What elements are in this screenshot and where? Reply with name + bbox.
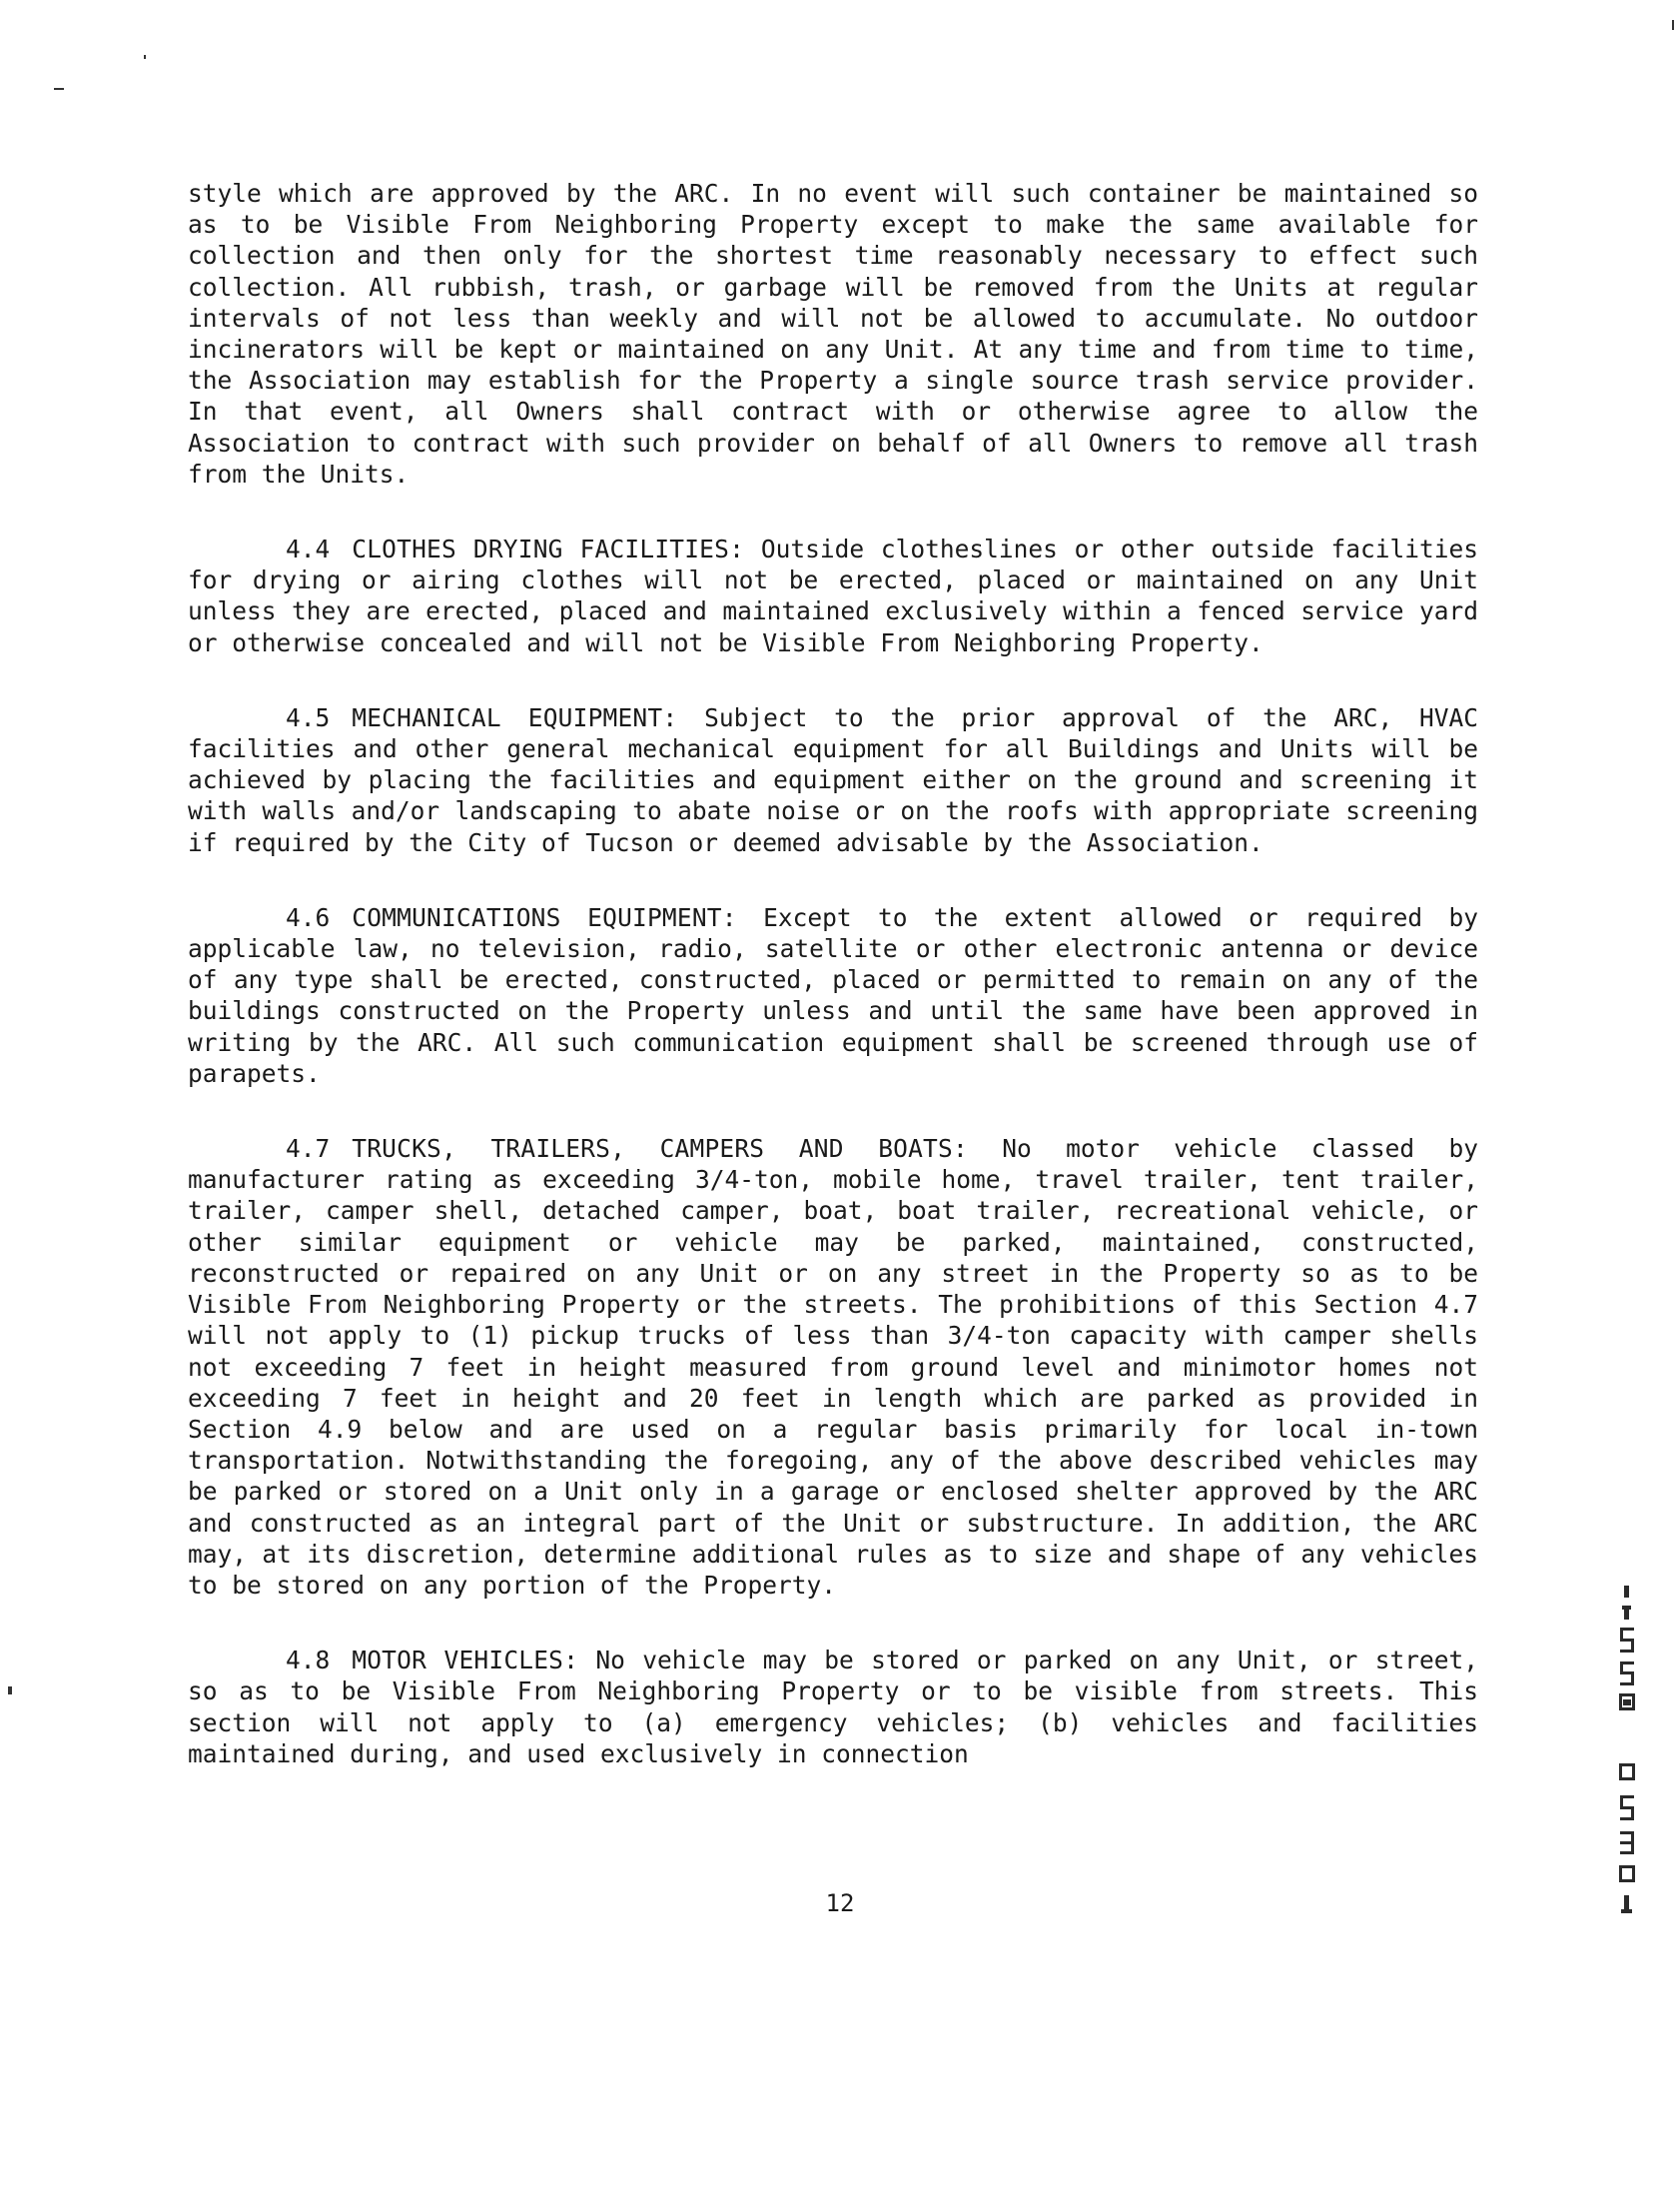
section-number: 4.8 xyxy=(286,1646,331,1675)
section-4-6 xyxy=(188,902,1478,1089)
section-heading: TRUCKS, TRAILERS, CAMPERS AND BOATS: xyxy=(352,1134,968,1164)
section-number: 4.5 xyxy=(286,702,331,732)
scan-speck xyxy=(1672,20,1674,30)
section-4-7 xyxy=(188,1133,1478,1601)
recording-stamp xyxy=(1610,1584,1650,1928)
section-body: Outside clotheslines or other outside facilities for drying or airing clothes will not be erected, placed or maintained on any Unit unless they are erected, placed and maintained exclusively within a fenced service yard or otherwise concealed and will not be Visible From Neighboring Property. xyxy=(188,535,1478,657)
section-body: Except to the extent allowed or required by applicable law, no television, radio, satellite or other electronic antenna or device of any type shall be erected, constructed, placed or permitted to remain on any of the buildings constructed on the Property unless and until the same have been approved in writing by the ARC. All such communication equipment shall be screened through use of parapets. xyxy=(188,902,1478,1088)
section-4-4 xyxy=(188,534,1478,658)
scan-speck xyxy=(144,55,146,59)
continuation-paragraph: style which are approved by the ARC. In no event will such container be maintained so as to be Visible From Neighboring Property except to make the same available for collection and then only for the shortest time reasonably necessary to effect such collection. All rubbish, trash, or garbage will be removed from the Units at regular intervals of not less than weekly and will not be allowed to accumulate. No outdoor incinerators will be kept or maintained on any Unit. At any time and from time to time, the Association may establish for the Property a single source trash service provider. In that event, all Owners shall contract with or otherwise agree to allow the Association to contract with such provider on behalf of all Owners to remove all trash from the Units. xyxy=(188,179,1478,489)
section-heading: MOTOR VEHICLES: xyxy=(352,1646,579,1675)
document-body xyxy=(188,178,1478,1813)
section-4-5 xyxy=(188,702,1478,858)
scan-speck xyxy=(8,1686,12,1694)
section-heading: COMMUNICATIONS EQUIPMENT: xyxy=(352,902,737,932)
page-number: 12 xyxy=(825,1889,855,1917)
recording-stamp-graphic xyxy=(1610,1584,1650,1928)
section-number: 4.4 xyxy=(286,535,331,564)
section-body: Subject to the prior approval of the ARC, HVAC facilities and other general mechanical equipment for all Buildings and Units will be achieved by placing the facilities and equipment either on the ground and screening it with walls and/or landscaping to abate noise or on the roofs with appropriate screening if required by the City of Tucson or deemed advisable by the Association. xyxy=(188,702,1478,857)
section-body: No motor vehicle classed by manufacturer rating as exceeding 3/4-ton, mobile home, travel trailer, tent trailer, trailer, camper shell, detached camper, boat, boat trailer, recreational vehicle, or other similar equipment or vehicle may be parked, maintained, constructed, reconstructed or repaired on any Unit or on any street in the Property so as to be Visible From Neighboring Property or the streets. The prohibitions of this Section 4.7 will not apply to (1) pickup trucks of less than 3/4-ton capacity with camper shells not exceeding 7 feet in height measured from ground level and minimotor homes not exceeding 7 feet in height and 20 feet in length which are parked as provided in Section 4.9 below and are used on a regular basis primarily for local in-town transportation. Notwithstanding the foregoing, any of the above described vehicles may be parked or stored on a Unit only in a garage or enclosed shelter approved by the ARC and constructed as an integral part of the Unit or substructure. In addition, the ARC may, at its discretion, determine additional rules as to size and shape of any vehicles to be stored on any portion of the Property. xyxy=(188,1134,1478,1600)
section-heading: CLOTHES DRYING FACILITIES: xyxy=(352,535,745,564)
section-heading: MECHANICAL EQUIPMENT: xyxy=(352,702,678,732)
section-number: 4.6 xyxy=(286,902,331,932)
scan-speck xyxy=(54,88,64,90)
section-4-8 xyxy=(188,1645,1478,1769)
section-body: No vehicle may be stored or parked on any Unit, or street, so as to be Visible From Neighboring Property or to be visible from streets. This section will not apply to (a) emergency vehicles; (b) vehicles and facilities maintained during, and used exclusively in connection xyxy=(188,1646,1478,1768)
section-number: 4.7 xyxy=(286,1134,331,1164)
